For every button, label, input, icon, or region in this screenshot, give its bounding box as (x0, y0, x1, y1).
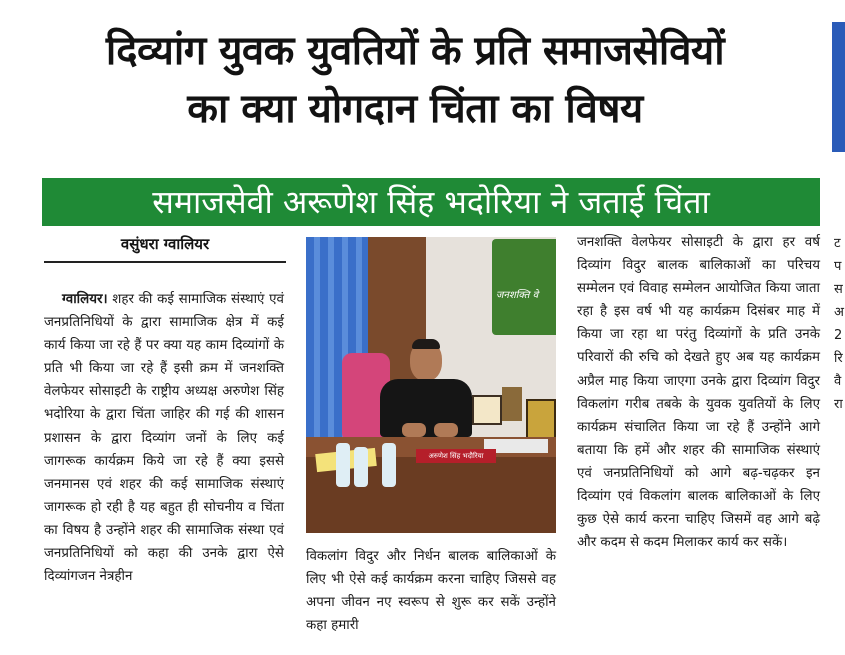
article-column-1 (44, 288, 284, 588)
adjacent-page-blue-block (832, 22, 845, 152)
column-1-text: शहर की कई सामाजिक संस्थाएं एवं जनप्रतिनिधियों के द्वारा सामाजिक क्षेत्र में कई कार्य किया जा रहे हैं पर क्या यह काम दिव्यांगों के प्रति भी किया जा रहे हैं इसी क्रम में जनशक्ति वेलफेयर सोसाइटी के राष्ट्रीय अध्यक्ष अरुणेश सिंह भदोरिया के द्वारा चिंता जाहिर की गई की शासन प्रशासन के द्वारा दिव्यांग जनों के लिए कई जागरूक कार्यक्रम किये जा रहे हैं क्या इससे जनमानस एवं शहर की कई सामाजिक संस्थाएं जागरूक हो रही है यह बहुत ही सोचनीय व चिंता का विषय है उन्होंने शहर की सामाजिक संस्था एवं जनप्रतिनिधियों को कहा की उनके द्वारा ऐसे दिव्यांगजन नेत्रहीन (44, 292, 284, 585)
article-column-3: जनशक्ति वेलफेयर सोसाइटी के द्वारा हर वर्ष दिव्यांग विदुर बालक बालिकाओं का परिचय सम्मेलन एवं विवाह सम्मेलन आयोजित किया जाता रहा है इस वर्ष भी यह कार्यक्रम दिसंबर माह में किया जा रहा था परंतु दिव्यांगों के प्रति उनके परिवारों की रुचि को देखते हुए अब यह कार्यक्रम अप्रैल माह किया जाएगा उनके द्वारा दिव्यांग विदुर विकलांग गरीब तबके के युवक युवतियों के लिए कार्यक्रम संचालित किया जा रहे हैं उन्होंने आगे बताया कि हमें और शहर की सामाजिक संस्थाएं एवं जनप्रतिनिधियों को आगे बढ़-चढ़कर इन दिव्यांग एवं विकलांग बालक बालिकाओं के लिए कुछ ऐसे कार्य करना चाहिए जिसमें वह आगे बढ़े और कदम से कदम मिलाकर कार्य कर सकें। (577, 235, 820, 551)
adjacent-page-fragment: ट प स अ 2 रि वै रा (834, 236, 844, 412)
article-column-2: विकलांग विदुर और निर्धन बालक बालिकाओं के लिए भी ऐसे कई कार्यक्रम करना चाहिए जिससे वह अपना जीवन नए स्वरूप से शुरू कर सकें उन्होंने कहा हमारी (306, 549, 556, 634)
desk-nameplate: अरुणेश सिंह भदौरिया (416, 449, 496, 463)
byline: वसुंधरा ग्वालियर (44, 232, 286, 263)
headline-line-1: दिव्यांग युवक युवतियों के प्रति समाजसेवियों (105, 28, 725, 74)
subheadline-banner: समाजसेवी अरूणेश सिंह भदोरिया ने जताई चिंता (42, 178, 820, 226)
dateline: ग्वालियर। (62, 292, 108, 307)
headline (0, 22, 830, 138)
wall-sign-text: जनशक्ति वे (496, 290, 539, 301)
headline-line-2: का क्या योगदान चिंता का विषय (187, 86, 643, 132)
article-photo (306, 237, 556, 533)
